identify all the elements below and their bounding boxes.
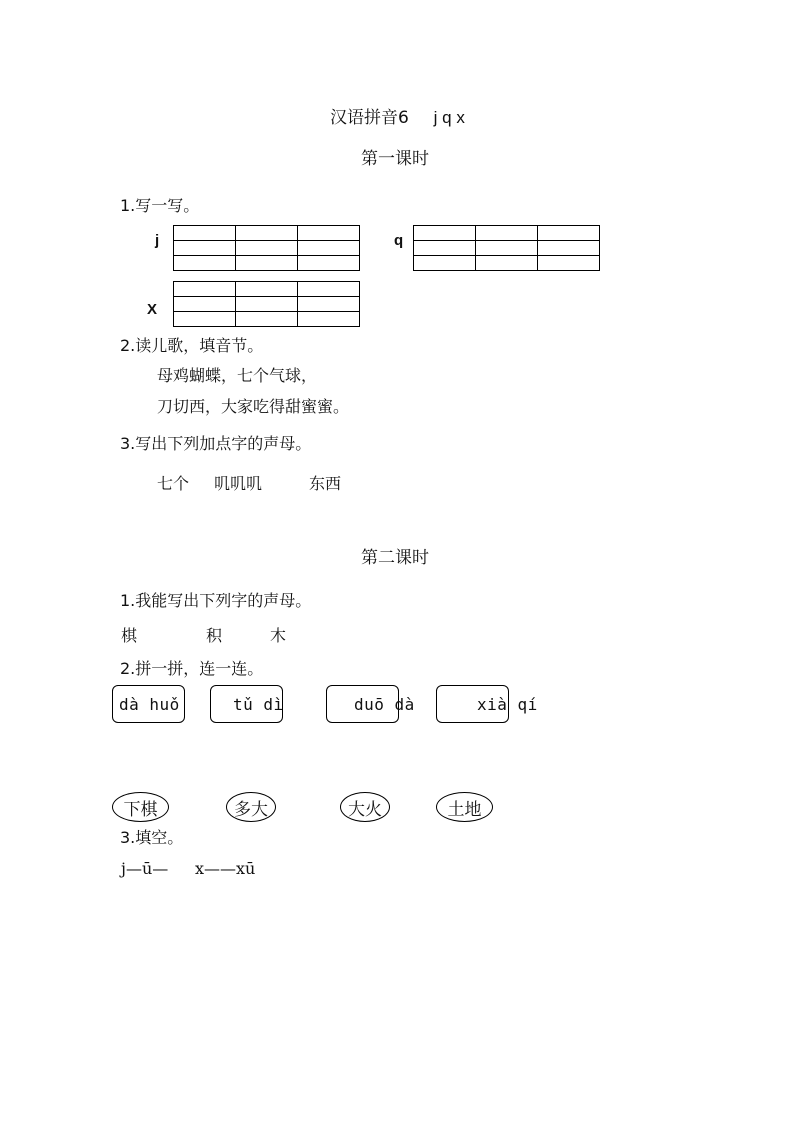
grid-letter-j: j bbox=[155, 232, 160, 249]
char-3: 木 bbox=[270, 626, 287, 645]
rhyme-line-2: 刀切西，大家吃得甜蜜蜜。 bbox=[157, 397, 350, 416]
writing-grid-q[interactable] bbox=[413, 225, 600, 271]
title-letters: j q x bbox=[433, 108, 465, 127]
blank-2: x——xū bbox=[195, 859, 256, 878]
writing-grid-x[interactable] bbox=[173, 281, 360, 327]
lesson1-q1-label: 1.写一写。 bbox=[120, 196, 200, 215]
writing-grid-j[interactable] bbox=[173, 225, 360, 271]
word-oval-duoda[interactable]: 多大 bbox=[226, 792, 276, 822]
lesson2-q3-label: 3.填空。 bbox=[120, 828, 184, 847]
grid-letter-x: X bbox=[147, 301, 158, 318]
lesson2-heading: 第二课时 bbox=[361, 548, 429, 568]
dotted-word-2: 叽叽叽 bbox=[214, 474, 263, 493]
dotted-word-1: 七个 bbox=[157, 474, 190, 493]
char-1: 棋 bbox=[121, 626, 138, 645]
lesson1-q3-label: 3.写出下列加点字的声母。 bbox=[120, 434, 312, 453]
pinyin-tudi: tǔ dì bbox=[233, 695, 284, 714]
lesson2-q2-label: 2.拼一拼，连一连。 bbox=[120, 659, 264, 678]
pinyin-duoda: duō dà bbox=[354, 695, 415, 714]
page-title bbox=[330, 107, 465, 129]
grid-letter-q: q bbox=[394, 232, 404, 249]
lesson1-q2-label: 2.读儿歌，填音节。 bbox=[120, 336, 264, 355]
word-oval-dahuo[interactable]: 大火 bbox=[340, 792, 390, 822]
pinyin-xiaqi: xià qí bbox=[477, 695, 538, 714]
title-main: 汉语拼音6 bbox=[330, 108, 409, 128]
char-2: 积 bbox=[206, 626, 223, 645]
lesson2-q1-label: 1.我能写出下列字的声母。 bbox=[120, 591, 312, 610]
word-oval-xiaqi[interactable]: 下棋 bbox=[112, 792, 169, 822]
lesson1-heading: 第一课时 bbox=[361, 149, 429, 169]
pinyin-dahuo: dà huǒ bbox=[119, 695, 180, 714]
word-oval-tudi[interactable]: 土地 bbox=[436, 792, 493, 822]
blank-1: j—ū— bbox=[121, 859, 169, 878]
rhyme-line-1: 母鸡蝴蝶，七个气球， bbox=[157, 366, 318, 385]
dotted-word-3: 东西 bbox=[309, 474, 342, 493]
